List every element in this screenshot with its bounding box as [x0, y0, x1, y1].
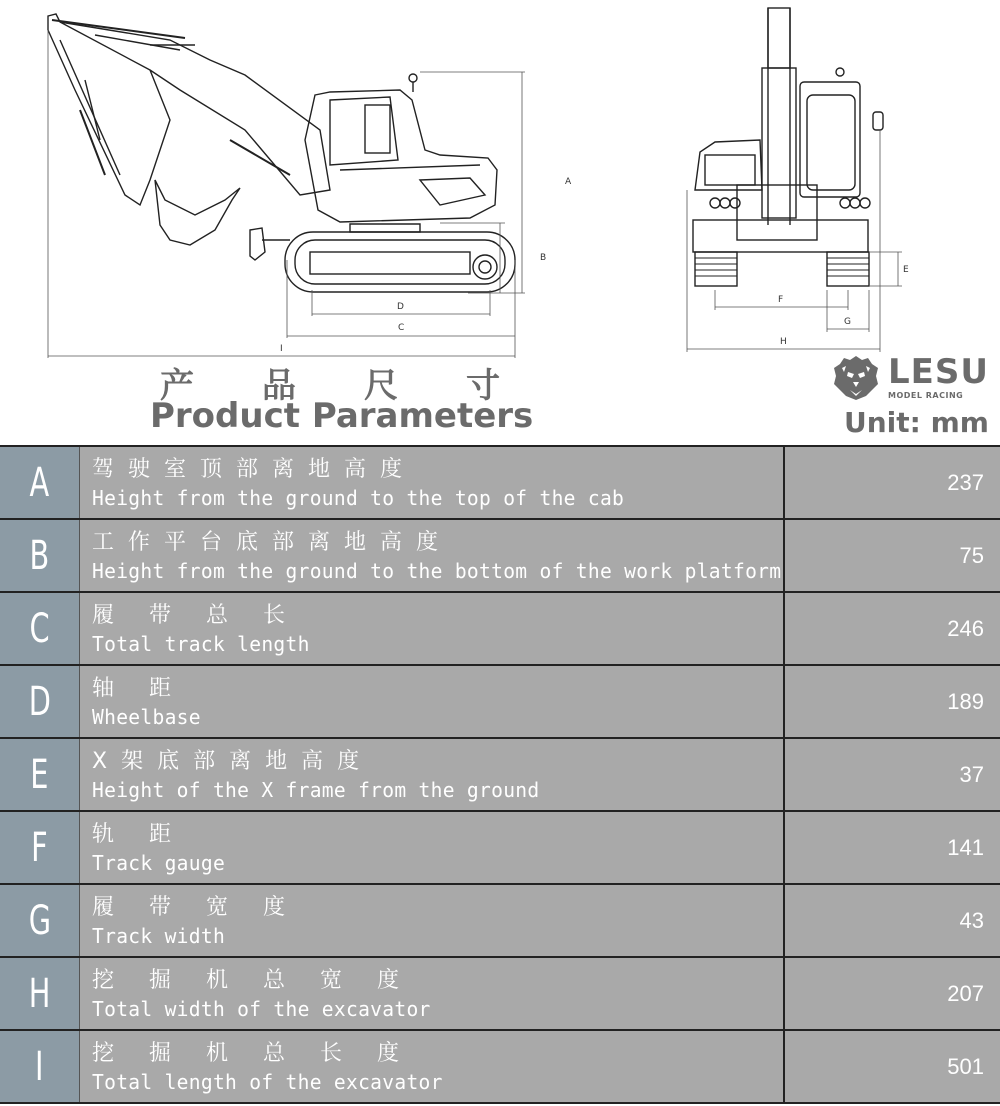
row-description — [80, 1031, 785, 1102]
row-value: 75 — [785, 520, 1000, 591]
description-cn: 履 带 总 长 — [92, 602, 299, 628]
excavator-side-view-drawing — [0, 0, 580, 365]
row-value: 37 — [785, 739, 1000, 810]
row-description — [80, 739, 785, 810]
row-letter: D — [0, 666, 80, 737]
description-en: Total track length — [92, 631, 310, 656]
table-row — [0, 447, 1000, 520]
row-value: 207 — [785, 958, 1000, 1029]
description-cn: 轴 距 — [92, 675, 185, 701]
table-row — [0, 958, 1000, 1031]
description-en: Track width — [92, 923, 226, 948]
description-en: Height of the X frame from the ground — [92, 777, 540, 802]
table-row — [0, 666, 1000, 739]
dim-label-d: D — [397, 302, 404, 312]
description-cn: 驾驶室顶部离地高度 — [92, 456, 417, 482]
row-letter: G — [0, 885, 80, 956]
title-cn-char: 尺 — [364, 366, 398, 406]
description-en: Height from the ground to the top of the cab — [92, 485, 625, 510]
table-row — [0, 520, 1000, 593]
row-value: 237 — [785, 447, 1000, 518]
brand-name: LESU — [888, 351, 989, 392]
row-description — [80, 447, 785, 518]
lion-head-icon — [832, 354, 880, 400]
title-cn-char: 产 — [160, 366, 194, 406]
description-en: Total length of the excavator — [92, 1069, 443, 1094]
description-en: Total width of the excavator — [92, 996, 431, 1021]
dim-label-b: B — [540, 253, 547, 263]
description-cn: 履 带 宽 度 — [92, 894, 299, 920]
description-en: Wheelbase — [92, 704, 201, 729]
row-value: 246 — [785, 593, 1000, 664]
table-row — [0, 812, 1000, 885]
description-cn: 轨 距 — [92, 821, 185, 847]
unit-label: Unit: mm — [844, 406, 989, 439]
row-value: 141 — [785, 812, 1000, 883]
row-letter: H — [0, 958, 80, 1029]
dim-label-e: E — [903, 265, 909, 275]
title-cn-char: 品 — [262, 366, 296, 406]
dim-label-a: A — [565, 177, 572, 187]
row-description — [80, 885, 785, 956]
row-description — [80, 958, 785, 1029]
description-en: Height from the ground to the bottom of the work platform — [92, 558, 782, 583]
table-row — [0, 885, 1000, 958]
table-row — [0, 593, 1000, 666]
dim-label-g: G — [844, 317, 851, 327]
excavator-front-view-drawing — [670, 0, 930, 360]
dim-label-i: I — [280, 344, 283, 354]
row-letter: A — [0, 447, 80, 518]
dim-label-h: H — [780, 337, 787, 347]
row-letter: I — [0, 1031, 80, 1102]
description-cn: 挖 掘 机 总 长 度 — [92, 1040, 413, 1066]
dim-label-c: C — [398, 323, 405, 333]
dim-label-f: F — [778, 295, 784, 305]
description-en: Track gauge — [92, 850, 226, 875]
title-cn-char: 寸 — [466, 366, 500, 406]
dimension-drawings-area — [0, 0, 1000, 445]
description-cn: X架底部离地高度 — [92, 748, 374, 774]
description-cn: 挖 掘 机 总 宽 度 — [92, 967, 413, 993]
table-row — [0, 739, 1000, 812]
description-cn: 工作平台底部离地高度 — [92, 529, 453, 555]
row-description — [80, 593, 785, 664]
row-letter: E — [0, 739, 80, 810]
parameters-table — [0, 445, 1000, 1104]
table-row — [0, 1031, 1000, 1104]
title-english: Product Parameters — [150, 396, 534, 436]
row-description — [80, 666, 785, 737]
brand-logo — [832, 351, 989, 400]
row-description — [80, 812, 785, 883]
row-value: 43 — [785, 885, 1000, 956]
row-letter: B — [0, 520, 80, 591]
row-description — [80, 520, 785, 591]
row-letter: F — [0, 812, 80, 883]
brand-subtitle: MODEL RACING — [888, 390, 964, 400]
row-value: 501 — [785, 1031, 1000, 1102]
row-value: 189 — [785, 666, 1000, 737]
row-letter: C — [0, 593, 80, 664]
